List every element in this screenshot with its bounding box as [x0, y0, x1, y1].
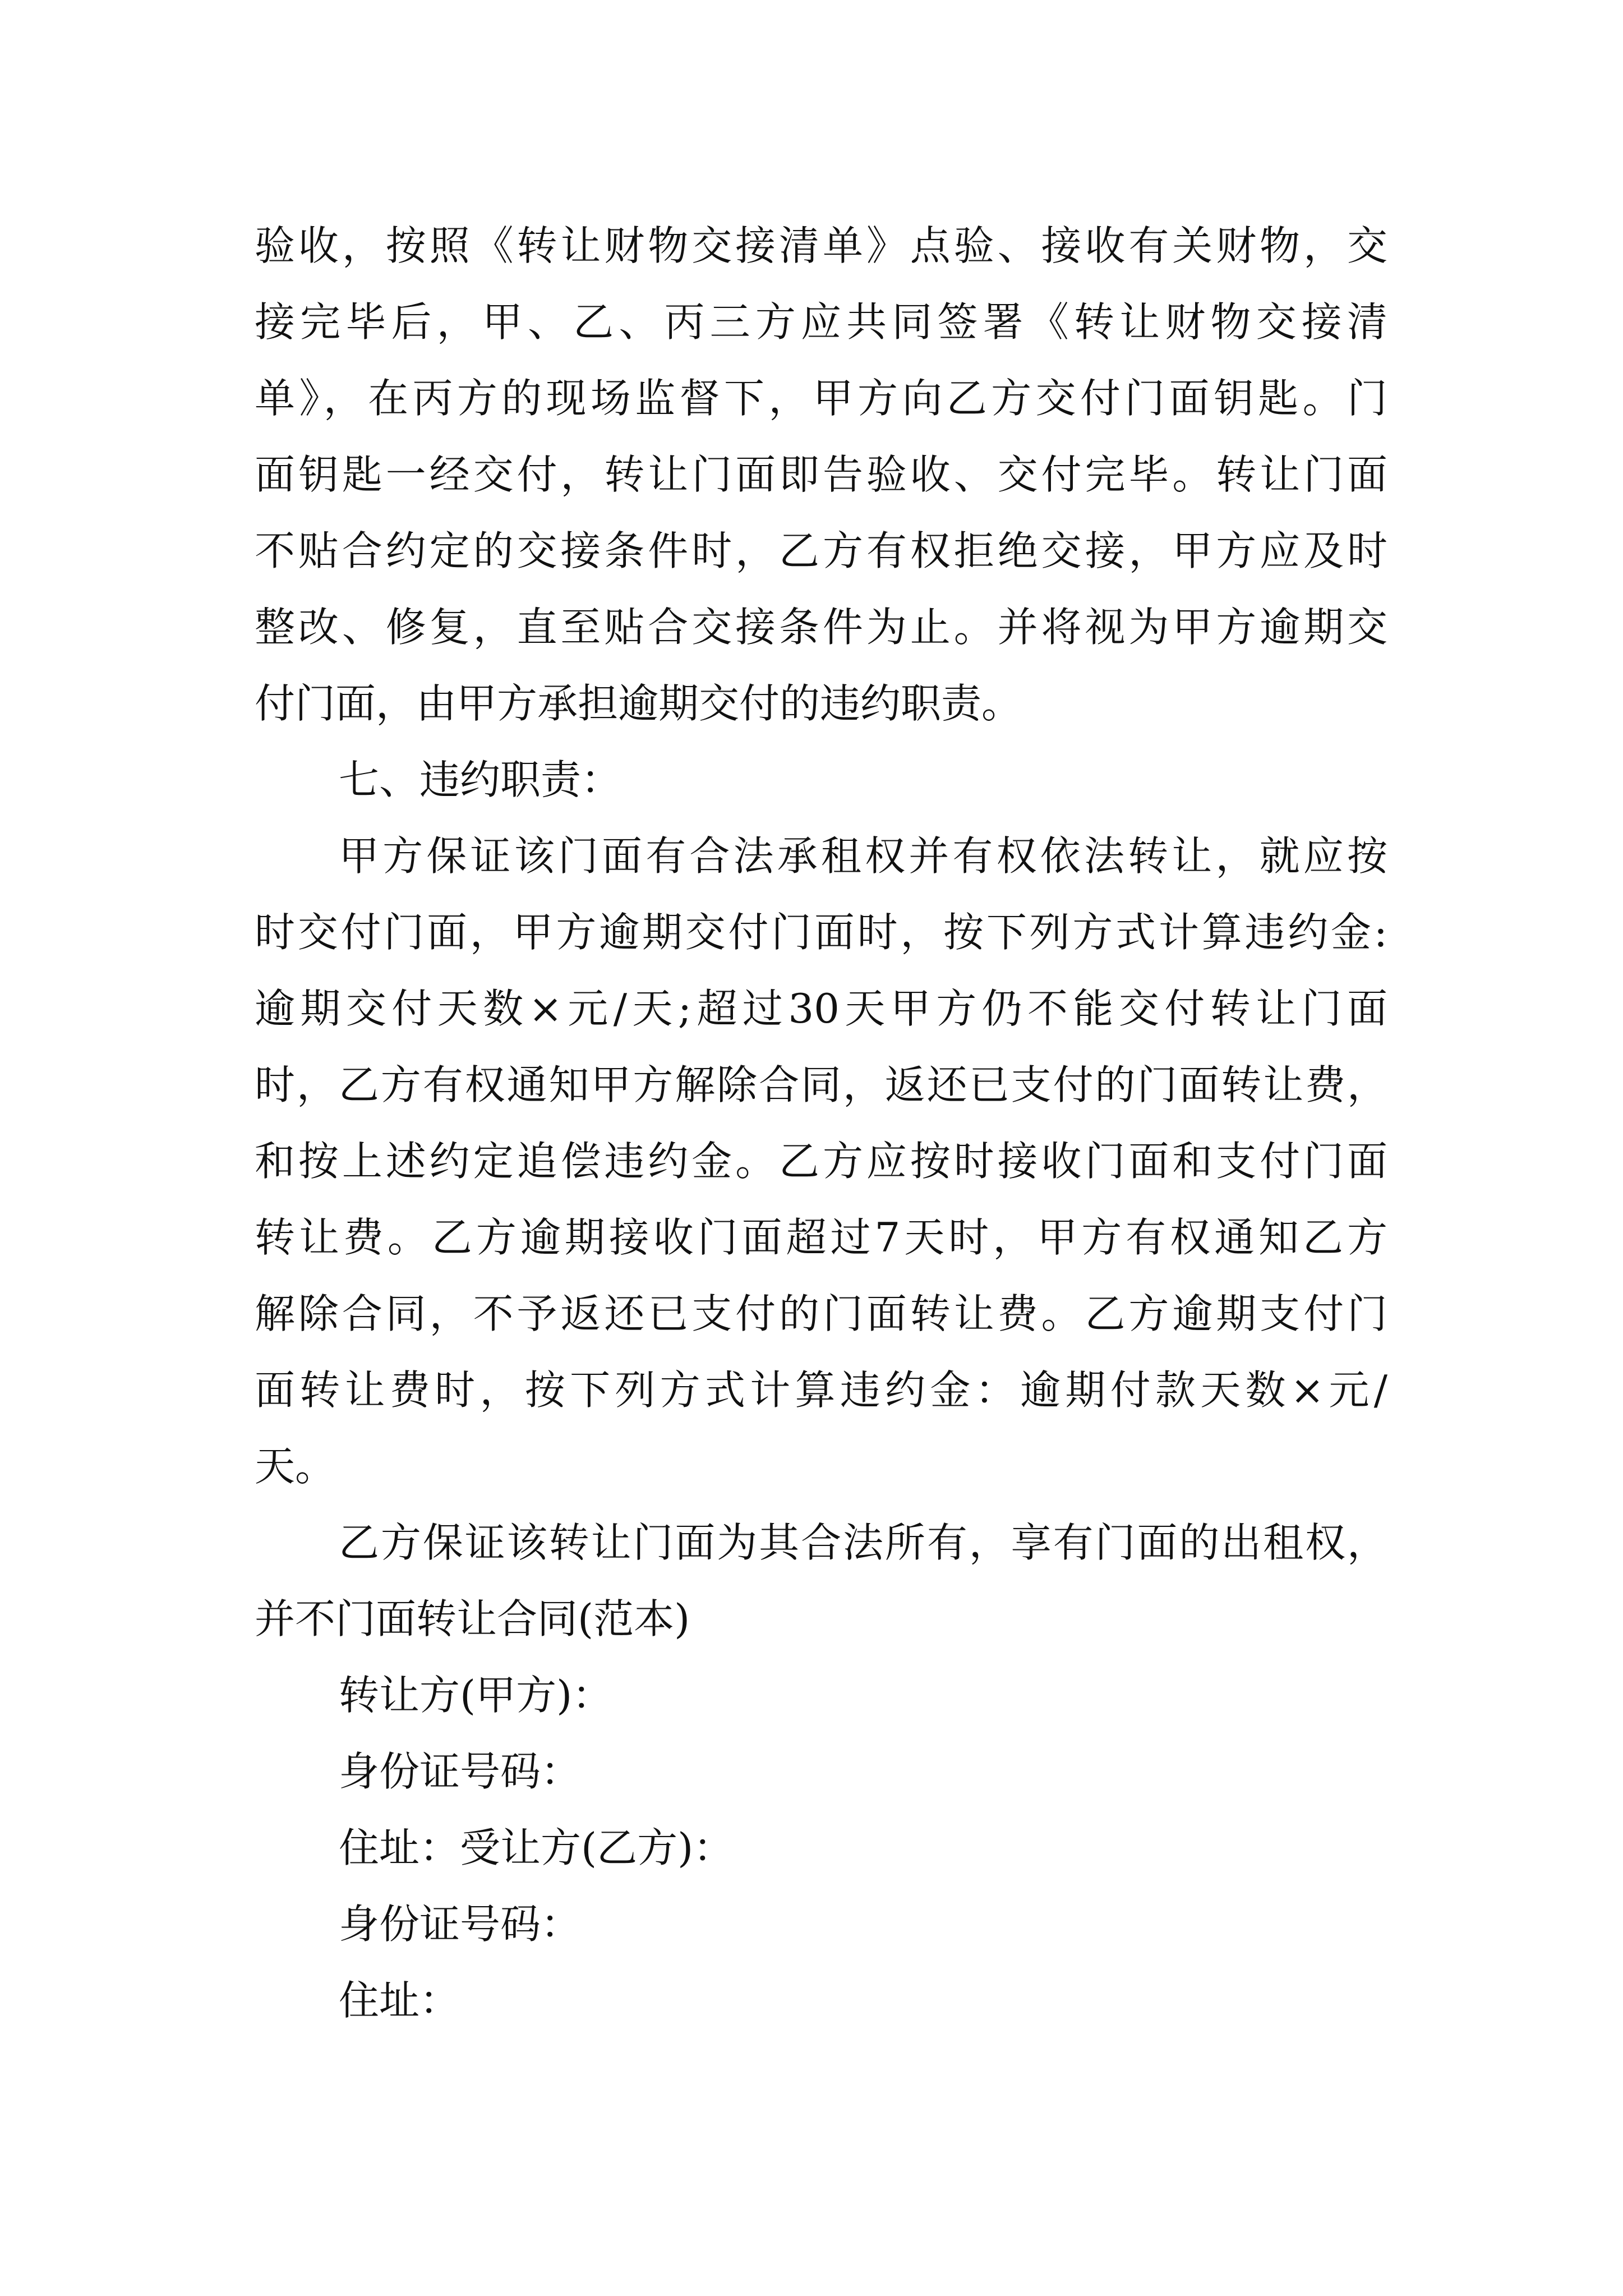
paragraph-line: 面转让费时，按下列方式计算违约金：逾期付款天数×元/: [255, 1366, 1387, 1414]
paragraph-line: 单》，在丙方的现场监督下，甲方向乙方交付门面钥匙。门: [255, 375, 1387, 422]
paragraph-line: 和按上述约定追偿违约金。乙方应按时接收门面和支付门面: [255, 1138, 1387, 1185]
paragraph-line: 转让费。乙方逾期接收门面超过7天时，甲方有权通知乙方: [255, 1214, 1387, 1261]
paragraph-line: 不贴合约定的交接条件时，乙方有权拒绝交接，甲方应及时: [255, 527, 1387, 574]
paragraph-line: 接完毕后，甲、乙、丙三方应共同签署《转让财物交接清: [255, 298, 1387, 346]
paragraph-line: 付门面，由甲方承担逾期交付的违约职责。: [255, 680, 1022, 727]
address-label: 住址：: [339, 1977, 460, 2024]
paragraph-line: 乙方保证该转让门面为其合法所有，享有门面的出租权，: [339, 1519, 1387, 1566]
paragraph-line: 逾期交付天数×元/天;超过30天甲方仍不能交付转让门面: [255, 985, 1387, 1032]
id-number-label: 身份证号码：: [339, 1748, 582, 1795]
paragraph-line: 时交付门面，甲方逾期交付门面时，按下列方式计算违约金:: [255, 909, 1387, 956]
document-body: [255, 208, 1387, 2039]
paragraph-line: 整改、修复，直至贴合交接条件为止。并将视为甲方逾期交: [255, 604, 1387, 651]
paragraph-line: 甲方保证该门面有合法承租权并有权依法转让，就应按: [339, 832, 1387, 880]
paragraph-line: 验收，按照《转让财物交接清单》点验、接收有关财物，交: [255, 222, 1387, 269]
address-transferee-label: 住址：受让方(乙方)：: [339, 1824, 734, 1871]
transferor-label: 转让方(甲方)：: [339, 1672, 613, 1719]
id-number-label: 身份证号码：: [339, 1901, 582, 1948]
paragraph-line: 天。: [255, 1443, 336, 1490]
paragraph-line: 并不门面转让合同(范本): [255, 1595, 690, 1642]
paragraph-line: 解除合同，不予返还已支付的门面转让费。乙方逾期支付门: [255, 1290, 1387, 1337]
paragraph-line: 时，乙方有权通知甲方解除合同，返还已支付的门面转让费，: [255, 1061, 1387, 1108]
section-heading: 七、违约职责：: [339, 756, 622, 803]
paragraph-line: 面钥匙一经交付，转让门面即告验收、交付完毕。转让门面: [255, 451, 1387, 498]
